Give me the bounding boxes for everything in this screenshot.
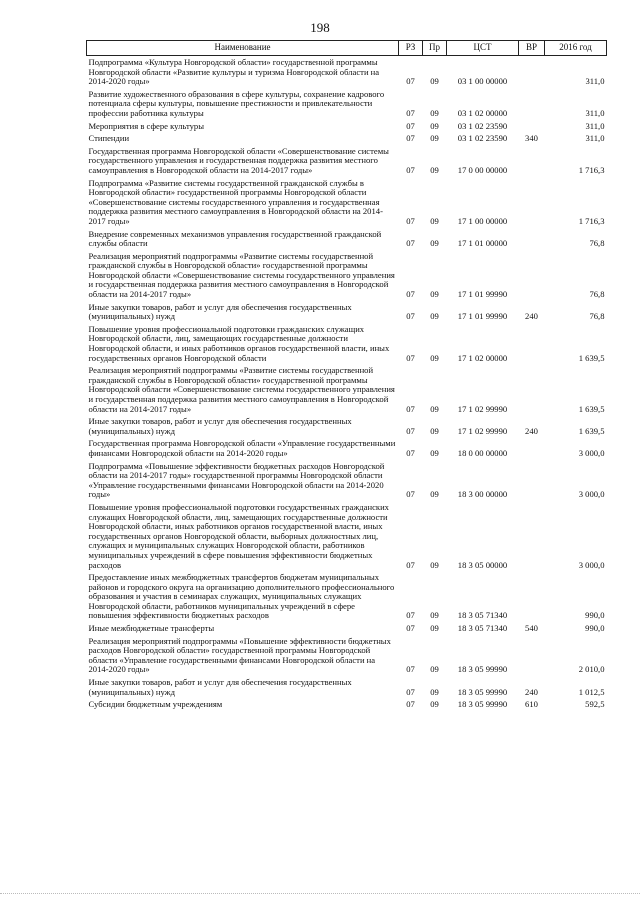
row-rz: 07: [406, 403, 415, 414]
row-name: Подпрограмма «Повышение эффективности бюджетных расходов Новгородской области на 2014-2017 годы» государственной программы Новгородской области «Управление государственными финансами Новгородской области на 2014-2020 годы»: [88, 460, 385, 500]
row-cst: 17 1 02 99990: [457, 403, 508, 414]
row-rz: 07: [406, 559, 415, 570]
row-amount: 76,8: [589, 311, 605, 322]
row-name: Государственная программа Новгородской области «Управление государственными финансами Новгородской области на 2014-2020 годы»: [88, 438, 396, 458]
row-name: Стипендии: [88, 133, 130, 144]
row-amount: 76,8: [589, 238, 605, 249]
row-amount: 2 010,0: [578, 664, 605, 675]
row-pr: 09: [430, 289, 439, 300]
row-rz: 07: [406, 664, 415, 675]
row-vr: [519, 437, 545, 459]
row-cst: 17 1 01 00000: [457, 238, 508, 249]
row-vr: [519, 250, 545, 301]
row-rz: 07: [406, 610, 415, 621]
row-pr: 09: [430, 107, 439, 118]
row-amount: 990,0: [585, 610, 605, 621]
row-amount: 990,0: [585, 623, 605, 634]
row-name: Внедрение современных механизмов управления государственной гражданской службы области: [88, 228, 382, 249]
table-row: [87, 622, 607, 635]
page-number: 198: [310, 20, 330, 35]
row-amount: 1 639,5: [578, 352, 605, 363]
table-row: [87, 250, 607, 301]
row-cst: 18 0 00 00000: [457, 447, 508, 458]
row-name: Мероприятия в сфере культуры: [88, 120, 204, 131]
table-row: [87, 437, 607, 459]
table-row: [87, 228, 607, 250]
table-row: [87, 120, 607, 133]
row-cst: 17 1 01 99990: [457, 289, 508, 300]
header-name: Наименование: [87, 41, 399, 56]
row-name: Иные закупки товаров, работ и услуг для обеспечения государственных (муниципальных) нужд: [88, 677, 352, 697]
row-name: Подпрограмма «Развитие системы государственной гражданской службы в Новгородской области» государственной программы Новгородской области «Совершенствование системы государственного управления и государственная поддержка развития местного самоуправления в Новгородской области на 2014-2017 годы»: [88, 177, 383, 226]
row-rz: 07: [406, 425, 415, 436]
row-vr: 240: [525, 425, 538, 436]
table-row: [87, 571, 607, 622]
row-pr: 09: [430, 559, 439, 570]
row-name: Реализация мероприятий подпрограммы «Повышение эффективности бюджетных расходов Новгородской области» государственной программы Новгородской области «Управление государственными финансами Новгородской области на 2014-2020 годы»: [88, 635, 391, 675]
scan-edge-divider: [0, 893, 640, 894]
row-pr: 09: [430, 133, 439, 144]
row-pr: 09: [430, 686, 439, 697]
row-rz: 07: [406, 215, 415, 226]
row-cst: 18 3 05 71340: [457, 623, 508, 634]
row-vr: [519, 501, 545, 571]
row-amount: 3 000,0: [578, 559, 605, 570]
row-vr: [519, 120, 545, 133]
header-rz: РЗ: [399, 41, 423, 56]
row-rz: 07: [406, 133, 415, 144]
row-name: Иные закупки товаров, работ и услуг для обеспечения государственных (муниципальных) нужд: [88, 301, 352, 322]
table-row: [87, 676, 607, 698]
row-name: Субсидии бюджетным учреждениям: [88, 699, 223, 710]
table-row: [87, 301, 607, 323]
row-cst: 18 3 05 00000: [457, 559, 508, 570]
row-vr: [519, 228, 545, 250]
row-cst: 03 1 02 00000: [457, 107, 508, 118]
header-year: 2016 год: [545, 41, 607, 56]
row-pr: 09: [430, 610, 439, 621]
row-pr: 09: [430, 352, 439, 363]
row-pr: 09: [430, 664, 439, 675]
row-cst: 18 3 00 00000: [457, 489, 508, 500]
table-row: [87, 56, 607, 88]
row-cst: 17 0 00 00000: [457, 164, 508, 175]
header-vr: ВР: [519, 41, 545, 56]
budget-table: [86, 40, 607, 711]
row-pr: 09: [430, 699, 439, 710]
row-name: Развитие художественного образования в сфере культуры, сохранение кадрового потенциала сферы культуры, повышение престижности и привлекательности профессии работника культуры: [88, 88, 385, 118]
row-name: Иные закупки товаров, работ и услуг для обеспечения государственных (муниципальных) нужд: [88, 416, 352, 436]
row-name: Иные межбюджетные трансферты: [88, 623, 215, 634]
row-rz: 07: [406, 164, 415, 175]
table-row: [87, 698, 607, 711]
row-cst: 17 1 01 99990: [457, 311, 508, 322]
row-pr: 09: [430, 489, 439, 500]
row-name: Реализация мероприятий подпрограммы «Развитие системы государственной гражданской службы в Новгородской области» государственной программы Новгородской области «Совершенствование системы государственного управления и государственная поддержка развития местного самоуправления в Новгородской области на 2014-2017 годы»: [88, 365, 395, 414]
row-vr: [519, 145, 545, 177]
row-rz: 07: [406, 623, 415, 634]
row-rz: 07: [406, 311, 415, 322]
row-rz: 07: [406, 447, 415, 458]
row-cst: 03 1 02 23590: [457, 120, 508, 131]
table-row: [87, 501, 607, 571]
row-amount: 76,8: [589, 289, 605, 300]
table-row: [87, 460, 607, 501]
row-rz: 07: [406, 699, 415, 710]
row-cst: 18 3 05 99990: [457, 686, 508, 697]
row-pr: 09: [430, 403, 439, 414]
row-amount: 1 639,5: [578, 425, 605, 436]
row-cst: 17 1 02 00000: [457, 352, 508, 363]
row-name: Предоставление иных межбюджетных трансфертов бюджетам муниципальных районов и городского округа на организацию дополнительного профессионального образования и участия в семинарах служащих, муниципальных служащих Новгородской области, работников муниципальных учреждений в сфере повышения эффективности бюджетных расходов: [88, 572, 395, 621]
row-rz: 07: [406, 289, 415, 300]
table-header-row: [87, 41, 607, 56]
row-pr: 09: [430, 238, 439, 249]
header-cst: ЦСТ: [447, 41, 519, 56]
table-row: [87, 132, 607, 145]
row-vr: 540: [525, 623, 538, 634]
row-amount: 1 716,3: [578, 215, 605, 226]
row-vr: [519, 56, 545, 88]
table-row: [87, 364, 607, 415]
row-cst: 17 1 02 99990: [457, 425, 508, 436]
row-vr: 240: [525, 311, 538, 322]
row-name: Повышение уровня профессиональной подготовки гражданских служащих Новгородской области, лиц, замещающих государственные должности Новгородской области, и иных работников органов государственной власти, иных государственных органов Новгородской области: [88, 323, 390, 363]
row-rz: 07: [406, 120, 415, 131]
row-cst: 18 3 05 99990: [457, 664, 508, 675]
row-cst: 03 1 02 23590: [457, 133, 508, 144]
row-name: Повышение уровня профессиональной подготовки государственных гражданских служащих Новгородской области, лиц, замещающих государственные должности Новгородской области, иных работников органов государственной власти, иных государственных органов Новгородской области, выборных должностных лиц, служащих и муниципальных служащих Новгородской области, работников муниципальных учреждений в сфере повышения эффективности бюджетных расходов: [88, 501, 389, 570]
table-row: [87, 145, 607, 177]
row-amount: 1 716,3: [578, 164, 605, 175]
row-pr: 09: [430, 425, 439, 436]
row-pr: 09: [430, 164, 439, 175]
row-name: Реализация мероприятий подпрограммы «Развитие системы государственной гражданской службы в Новгородской области» государственной программы Новгородской области «Совершенствование системы государственного управления и государственная поддержка развития местного самоуправления в Новгородской области на 2014-2017 годы»: [88, 250, 395, 300]
row-pr: 09: [430, 311, 439, 322]
row-amount: 3 000,0: [578, 447, 605, 458]
row-vr: [519, 460, 545, 501]
row-amount: 1 639,5: [578, 403, 605, 414]
row-pr: 09: [430, 120, 439, 131]
row-name: Подпрограмма «Культура Новгородской области» государственной программы Новгородской области «Развитие культуры и туризма Новгородской области на 2014-2020 годы»: [88, 57, 380, 87]
table-row: [87, 88, 607, 120]
table-row: [87, 635, 607, 676]
row-rz: 07: [406, 686, 415, 697]
row-name: Государственная программа Новгородской области «Совершенствование системы государственного управления и государственная поддержка развития местного самоуправления в Новгородской области на 2014-2017 годы»: [88, 145, 389, 175]
row-vr: [519, 635, 545, 676]
row-cst: 18 3 05 99990: [457, 699, 508, 710]
row-amount: 592,5: [585, 699, 605, 710]
row-cst: 17 1 00 00000: [457, 215, 508, 226]
row-vr: [519, 177, 545, 228]
row-rz: 07: [406, 489, 415, 500]
header-pr: Пр: [423, 41, 447, 56]
row-vr: [519, 323, 545, 364]
row-amount: 311,0: [585, 76, 605, 87]
row-vr: [519, 571, 545, 622]
row-rz: 07: [406, 352, 415, 363]
row-vr: 240: [525, 686, 538, 697]
row-vr: 340: [525, 133, 538, 144]
row-vr: [519, 364, 545, 415]
table-row: [87, 415, 607, 437]
row-cst: 03 1 00 00000: [457, 76, 508, 87]
row-cst: 18 3 05 71340: [457, 610, 508, 621]
row-amount: 311,0: [585, 107, 605, 118]
row-amount: 311,0: [585, 120, 605, 131]
row-rz: 07: [406, 107, 415, 118]
table-row: [87, 323, 607, 364]
row-pr: 09: [430, 215, 439, 226]
row-vr: 610: [525, 699, 538, 710]
row-amount: 3 000,0: [578, 489, 605, 500]
row-amount: 311,0: [585, 133, 605, 144]
row-vr: [519, 88, 545, 120]
row-pr: 09: [430, 447, 439, 458]
table-row: [87, 177, 607, 228]
row-pr: 09: [430, 623, 439, 634]
row-rz: 07: [406, 76, 415, 87]
row-amount: 1 012,5: [578, 686, 605, 697]
row-rz: 07: [406, 238, 415, 249]
row-pr: 09: [430, 76, 439, 87]
